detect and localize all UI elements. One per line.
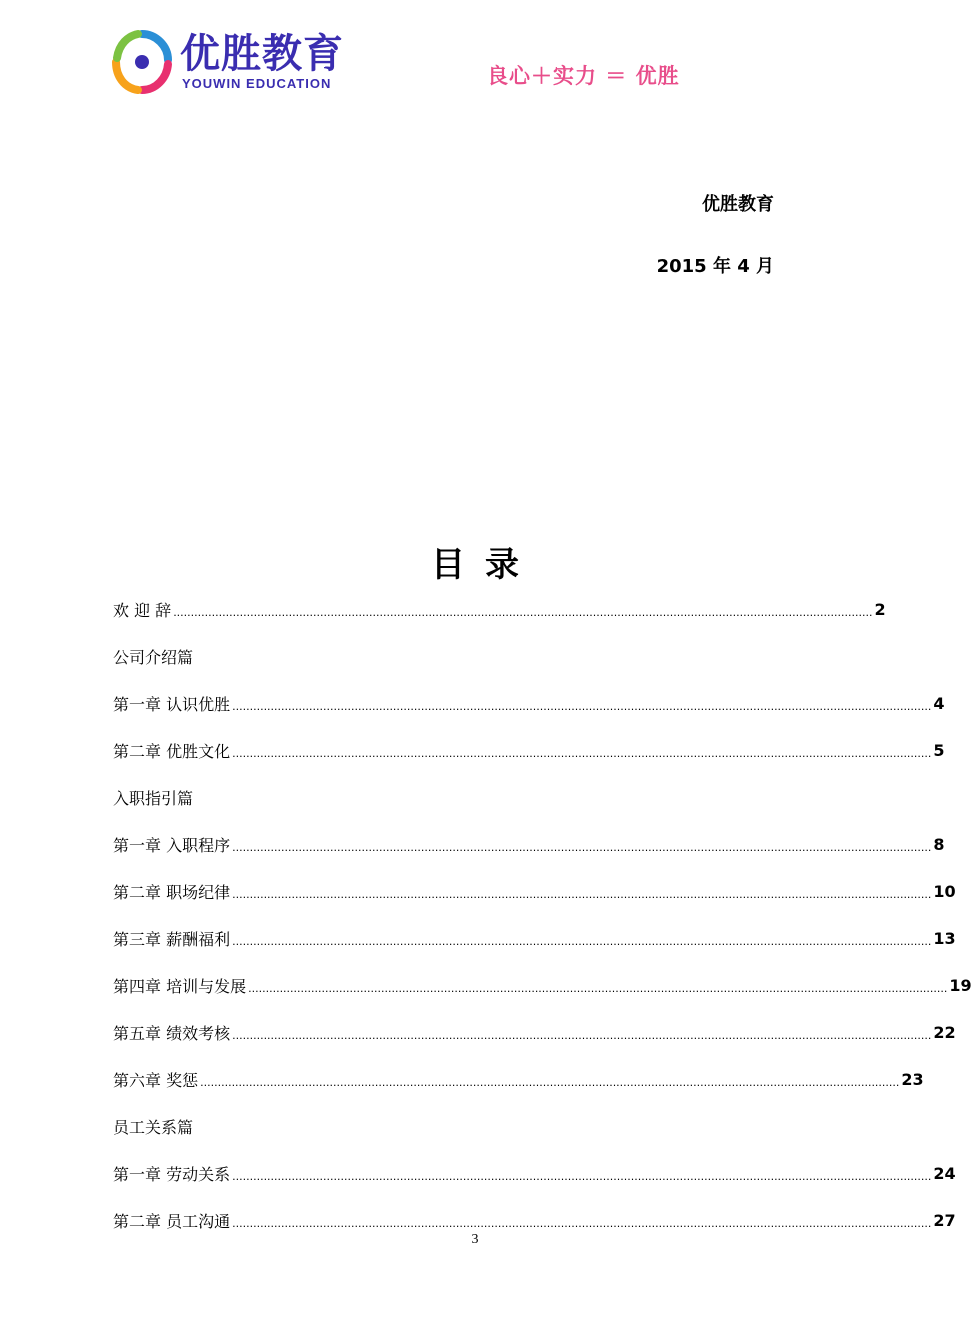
toc-dot-leader: ........................................................................................................................................................................................................ xyxy=(232,1170,932,1183)
toc-entry[interactable] xyxy=(113,1009,956,1056)
toc-entry-label: 员工关系篇 xyxy=(113,1118,194,1137)
toc-entry[interactable] xyxy=(113,1150,956,1197)
toc-dot-leader: ........................................................................................................................................................................................................ xyxy=(232,1029,932,1042)
toc-section-heading xyxy=(113,774,793,821)
toc-entry-label: 入职指引篇 xyxy=(113,789,194,808)
toc-entry-label: 第六章 奖惩 xyxy=(113,1071,199,1090)
toc-dot-leader: ........................................................................................................................................................................................................ xyxy=(248,982,948,995)
table-of-contents xyxy=(113,586,972,1244)
slogan: 良心＋实力 ＝ 优胜 xyxy=(487,64,680,88)
toc-entry-page: 24 xyxy=(933,1164,956,1183)
toc-dot-leader: ........................................................................................................................................................................................................ xyxy=(200,1076,900,1089)
toc-entry-page: 4 xyxy=(933,694,945,713)
toc-entry-page: 22 xyxy=(933,1023,956,1042)
toc-entry-label: 第一章 劳动关系 xyxy=(113,1165,231,1184)
logo-swirl-icon xyxy=(112,30,172,94)
toc-dot-leader: ........................................................................................................................................................................................................ xyxy=(232,1217,932,1230)
toc-entry[interactable] xyxy=(113,680,945,727)
toc-entry-label: 第二章 优胜文化 xyxy=(113,742,231,761)
logo-english-text: YOUWIN EDUCATION xyxy=(182,76,332,91)
toc-entry-label: 第一章 入职程序 xyxy=(113,836,231,855)
toc-entry[interactable] xyxy=(113,821,945,868)
toc-entry-page: 2 xyxy=(874,600,886,619)
toc-entry-label: 第四章 培训与发展 xyxy=(113,977,247,996)
toc-entry[interactable] xyxy=(113,915,956,962)
toc-entry[interactable] xyxy=(113,727,945,774)
toc-dot-leader: ........................................................................................................................................................................................................ xyxy=(232,700,932,713)
document-date: 2015 年 4 月 xyxy=(656,256,774,277)
toc-entry[interactable] xyxy=(113,586,886,633)
toc-entry-label: 欢 迎 辞 xyxy=(113,601,172,620)
logo-chinese-text: 优胜教育 xyxy=(180,31,344,77)
toc-entry-label: 第三章 薪酬福利 xyxy=(113,930,231,949)
toc-entry[interactable] xyxy=(113,868,956,915)
toc-dot-leader: ........................................................................................................................................................................................................ xyxy=(232,888,932,901)
toc-entry[interactable] xyxy=(113,1056,924,1103)
toc-dot-leader: ........................................................................................................................................................................................................ xyxy=(232,841,932,854)
toc-entry-page: 5 xyxy=(933,741,945,760)
toc-entry-label: 第二章 职场纪律 xyxy=(113,883,231,902)
toc-entry[interactable] xyxy=(113,962,972,1009)
toc-section-heading xyxy=(113,1103,793,1150)
toc-entry-page: 8 xyxy=(933,835,945,854)
toc-entry-label: 第一章 认识优胜 xyxy=(113,695,231,714)
company-name: 优胜教育 xyxy=(702,194,774,215)
toc-entry-label: 公司介绍篇 xyxy=(113,648,194,667)
company-logo xyxy=(112,30,362,100)
toc-title: 目录 xyxy=(431,545,539,585)
toc-entry-page: 13 xyxy=(933,929,956,948)
toc-entry-page: 27 xyxy=(933,1211,956,1230)
toc-entry-page: 10 xyxy=(933,882,956,901)
page-number: 3 xyxy=(471,1232,479,1247)
toc-dot-leader: ........................................................................................................................................................................................................ xyxy=(232,747,932,760)
toc-dot-leader: ........................................................................................................................................................................................................ xyxy=(173,606,873,619)
toc-entry-page: 19 xyxy=(949,976,972,995)
toc-entry-label: 第五章 绩效考核 xyxy=(113,1024,231,1043)
toc-entry-page: 23 xyxy=(901,1070,924,1089)
toc-section-heading xyxy=(113,633,793,680)
toc-dot-leader: ........................................................................................................................................................................................................ xyxy=(232,935,932,948)
toc-entry-label: 第二章 员工沟通 xyxy=(113,1212,231,1231)
